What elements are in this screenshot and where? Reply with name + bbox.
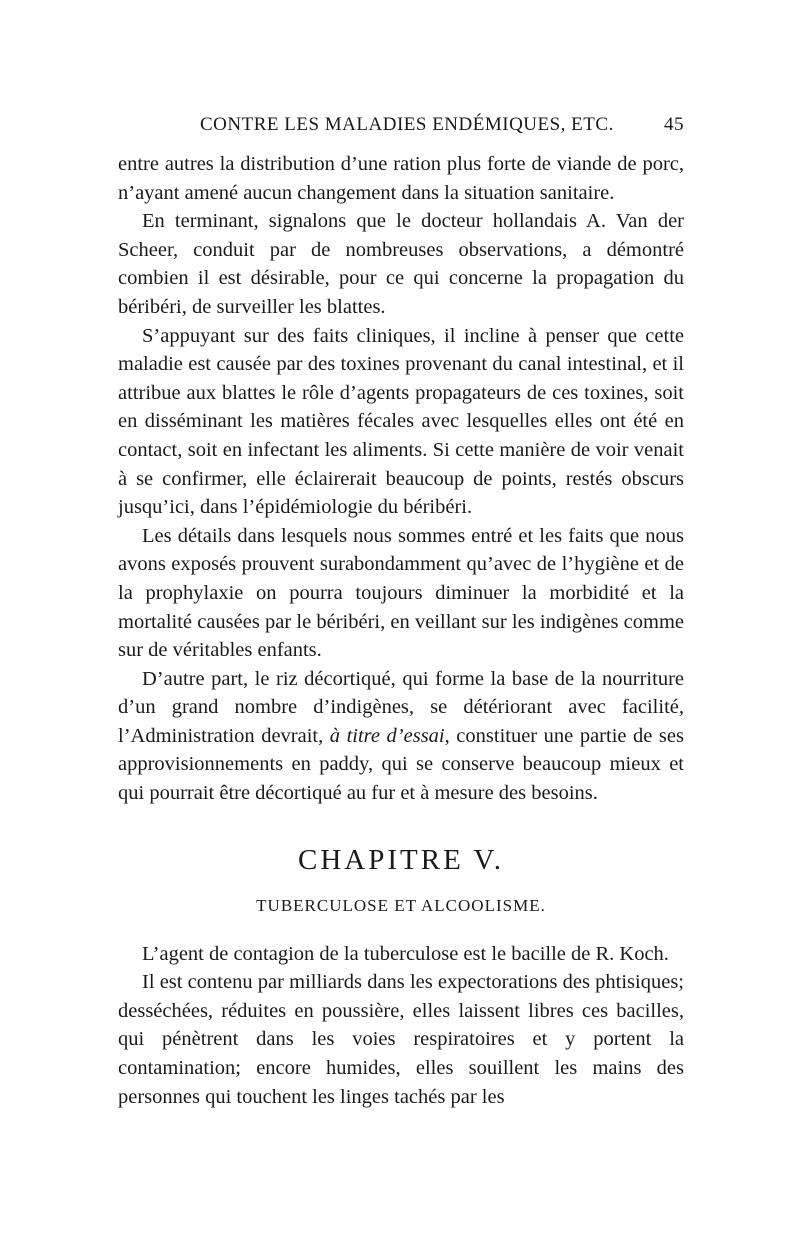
paragraph-riz-decortique <box>118 665 684 808</box>
chapter-title: CHAPITRE V. <box>298 843 504 876</box>
paragraph-riz-text-end: , constituer une partie de ses approvisionnements en paddy, qui se conserve beaucoup mieux et qui pourrait être décortiqué au fur et à mesure des besoins. <box>118 724 684 805</box>
paragraph-riz-text-start: D’autre part, le riz décortiqué, qui forme la base de la nourriture d’un grand nombre d’indigènes, se détériorant avec facilité, l’Administration devrait, <box>118 667 684 747</box>
body-text <box>118 150 684 1111</box>
chapter-subtitle: TUBERCULOSE ET ALCOOLISME. <box>256 895 546 915</box>
running-head <box>118 114 684 144</box>
paragraph-expectorations: Il est contenu par milliards dans les expectorations des phtisiques; desséchées, réduites en poussière, elles laissent libres ces bacilles, qui pénètrent dans les voies respiratoires et y portent la contamination; encore humides, elles souillent les mains des personnes qui touchent les linges tachés par les <box>118 971 684 1108</box>
italic-a-titre-d-essai: à titre d’essai <box>329 724 445 747</box>
paragraph-toxines: S’appuyant sur des faits cliniques, il incline à penser que cette maladie est causée par des toxines provenant du canal intestinal, et il attribue aux blattes le rôle d’agents propagateurs de ces toxines, soit en disséminant les matières fécales avec lesquelles elles ont été en contact, soit en infectant les aliments. Si cette manière de voir venait à se confirmer, elle éclairerait beaucoup de points, restés obscurs jusqu’ici, dans l’épidémiologie du béribéri. <box>118 324 684 519</box>
paragraph-van-der-scheer: En terminant, signalons que le docteur hollandais A. Van der Scheer, conduit par de nombreuses observations, a démontré combien il est désirable, pour ce qui concerne la propagation du béribéri, de surveiller les blattes. <box>118 210 684 318</box>
paragraph-hygiene: Les détails dans lesquels nous sommes entré et les faits que nous avons exposés prouvent surabondamment qu’avec de l’hygiène et de la prophylaxie on pourra toujours diminuer la morbidité et la mortalité causées par le béribéri, en veillant sur les indigènes comme sur de véritables enfants. <box>118 524 684 662</box>
paragraph-continuation: entre autres la distribution d’une ration plus forte de viande de porc, n’ayant amené aucun changement dans la situation sanitaire. <box>118 153 684 204</box>
paragraph-agent-contagion: L’agent de contagion de la tuberculose est le bacille de R. Koch. <box>142 942 669 965</box>
running-head-title: CONTRE LES MALADIES ENDÉMIQUES, ETC. <box>200 114 614 135</box>
page-number: 45 <box>664 114 684 135</box>
